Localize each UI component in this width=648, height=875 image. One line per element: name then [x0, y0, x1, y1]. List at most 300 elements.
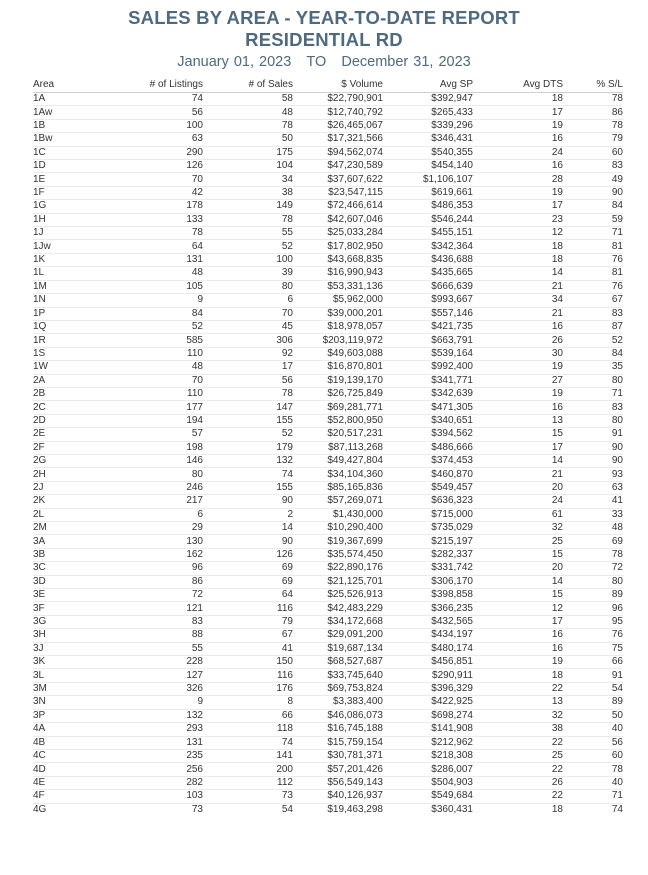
- sales-cell: 17: [203, 361, 293, 374]
- sales-table: [33, 78, 623, 816]
- sl-cell: 78: [563, 119, 623, 132]
- sl-cell: 74: [563, 803, 623, 816]
- sl-cell: 91: [563, 669, 623, 682]
- listings-cell: 72: [78, 589, 203, 602]
- avg-dts-cell: 17: [473, 615, 563, 628]
- sales-cell: 69: [203, 562, 293, 575]
- table-row: [33, 361, 623, 374]
- sales-cell: 66: [203, 709, 293, 722]
- area-cell: 4E: [33, 776, 78, 789]
- volume-cell: $203,119,972: [293, 334, 383, 347]
- area-cell: 1Q: [33, 320, 78, 333]
- sl-cell: 40: [563, 776, 623, 789]
- listings-cell: 64: [78, 240, 203, 253]
- volume-cell: $57,269,071: [293, 495, 383, 508]
- area-cell: 2B: [33, 387, 78, 400]
- listings-cell: 130: [78, 535, 203, 548]
- listings-cell: 57: [78, 428, 203, 441]
- volume-cell: $33,745,640: [293, 669, 383, 682]
- avg-dts-cell: 17: [473, 441, 563, 454]
- sales-cell: 90: [203, 495, 293, 508]
- volume-cell: $30,781,371: [293, 749, 383, 762]
- table-row: [33, 508, 623, 521]
- avg-dts-cell: 19: [473, 387, 563, 400]
- table-row: [33, 240, 623, 253]
- column-header-listings: # of Listings: [149, 79, 203, 90]
- table-row: [33, 763, 623, 776]
- area-cell: 2E: [33, 428, 78, 441]
- area-cell: 4A: [33, 723, 78, 736]
- area-cell: 1J: [33, 227, 78, 240]
- volume-cell: $25,526,913: [293, 589, 383, 602]
- sl-cell: 83: [563, 307, 623, 320]
- listings-cell: 228: [78, 656, 203, 669]
- listings-cell: 121: [78, 602, 203, 615]
- listings-cell: 293: [78, 723, 203, 736]
- area-cell: 1G: [33, 200, 78, 213]
- table-row: [33, 146, 623, 159]
- table-row: [33, 160, 623, 173]
- sales-cell: 176: [203, 682, 293, 695]
- avg-dts-cell: 32: [473, 709, 563, 722]
- area-cell: 1F: [33, 186, 78, 199]
- area-cell: 1H: [33, 213, 78, 226]
- avg-dts-cell: 26: [473, 776, 563, 789]
- volume-cell: $69,281,771: [293, 401, 383, 414]
- avg-sp-cell: $342,364: [383, 240, 473, 253]
- avg-dts-cell: 21: [473, 280, 563, 293]
- volume-cell: $19,463,298: [293, 803, 383, 816]
- sl-cell: 63: [563, 481, 623, 494]
- avg-dts-cell: 19: [473, 656, 563, 669]
- avg-sp-cell: $340,651: [383, 414, 473, 427]
- listings-cell: 84: [78, 307, 203, 320]
- avg-sp-cell: $557,146: [383, 307, 473, 320]
- sl-cell: 80: [563, 414, 623, 427]
- sl-cell: 83: [563, 401, 623, 414]
- volume-cell: $19,687,134: [293, 642, 383, 655]
- listings-cell: 48: [78, 361, 203, 374]
- area-cell: 4F: [33, 790, 78, 803]
- sl-cell: 52: [563, 334, 623, 347]
- table-row: [33, 374, 623, 387]
- volume-cell: $19,367,699: [293, 535, 383, 548]
- area-cell: 3F: [33, 602, 78, 615]
- table-row: [33, 562, 623, 575]
- avg-sp-cell: $341,771: [383, 374, 473, 387]
- table-row: [33, 481, 623, 494]
- table-row: [33, 642, 623, 655]
- volume-cell: $22,890,176: [293, 562, 383, 575]
- area-cell: 1B: [33, 119, 78, 132]
- sl-cell: 78: [563, 93, 623, 106]
- avg-sp-cell: $346,431: [383, 133, 473, 146]
- volume-cell: $69,753,824: [293, 682, 383, 695]
- sales-cell: 67: [203, 629, 293, 642]
- area-cell: 1E: [33, 173, 78, 186]
- sales-cell: 69: [203, 575, 293, 588]
- avg-sp-cell: $455,151: [383, 227, 473, 240]
- table-row: [33, 709, 623, 722]
- listings-cell: 194: [78, 414, 203, 427]
- avg-dts-cell: 61: [473, 508, 563, 521]
- listings-cell: 326: [78, 682, 203, 695]
- area-cell: 1Jw: [33, 240, 78, 253]
- avg-dts-cell: 27: [473, 374, 563, 387]
- area-cell: 1W: [33, 361, 78, 374]
- avg-sp-cell: $422,925: [383, 696, 473, 709]
- report-subtitle: RESIDENTIAL RD: [245, 29, 403, 50]
- sl-cell: 67: [563, 294, 623, 307]
- sl-cell: 60: [563, 146, 623, 159]
- listings-cell: 290: [78, 146, 203, 159]
- table-row: [33, 414, 623, 427]
- sales-cell: 64: [203, 589, 293, 602]
- avg-sp-cell: $421,735: [383, 320, 473, 333]
- sales-cell: 73: [203, 790, 293, 803]
- area-cell: 2J: [33, 481, 78, 494]
- listings-cell: 131: [78, 253, 203, 266]
- listings-cell: 133: [78, 213, 203, 226]
- volume-cell: $18,978,057: [293, 320, 383, 333]
- avg-dts-cell: 15: [473, 428, 563, 441]
- area-cell: 4G: [33, 803, 78, 816]
- avg-dts-cell: 18: [473, 803, 563, 816]
- listings-cell: 110: [78, 347, 203, 360]
- sales-cell: 54: [203, 803, 293, 816]
- avg-sp-cell: $549,684: [383, 790, 473, 803]
- sales-cell: 52: [203, 240, 293, 253]
- volume-cell: $53,331,136: [293, 280, 383, 293]
- listings-cell: 70: [78, 374, 203, 387]
- area-cell: 1C: [33, 146, 78, 159]
- sl-cell: 76: [563, 280, 623, 293]
- volume-cell: $21,125,701: [293, 575, 383, 588]
- volume-cell: $85,165,836: [293, 481, 383, 494]
- table-row: [33, 790, 623, 803]
- sl-cell: 72: [563, 562, 623, 575]
- sl-cell: 40: [563, 723, 623, 736]
- avg-dts-cell: 16: [473, 160, 563, 173]
- sales-cell: 118: [203, 723, 293, 736]
- listings-cell: 585: [78, 334, 203, 347]
- table-row: [33, 320, 623, 333]
- avg-sp-cell: $619,661: [383, 186, 473, 199]
- table-row: [33, 334, 623, 347]
- avg-dts-cell: 22: [473, 790, 563, 803]
- avg-sp-cell: $360,431: [383, 803, 473, 816]
- avg-dts-cell: 32: [473, 522, 563, 535]
- avg-sp-cell: $432,565: [383, 615, 473, 628]
- avg-dts-cell: 14: [473, 267, 563, 280]
- avg-dts-cell: 18: [473, 93, 563, 106]
- sales-cell: 306: [203, 334, 293, 347]
- listings-cell: 177: [78, 401, 203, 414]
- volume-cell: $42,607,046: [293, 213, 383, 226]
- area-cell: 3C: [33, 562, 78, 575]
- area-cell: 3A: [33, 535, 78, 548]
- sl-cell: 79: [563, 133, 623, 146]
- volume-cell: $72,466,614: [293, 200, 383, 213]
- avg-dts-cell: 21: [473, 468, 563, 481]
- table-row: [33, 173, 623, 186]
- volume-cell: $34,172,668: [293, 615, 383, 628]
- avg-sp-cell: $663,791: [383, 334, 473, 347]
- table-row: [33, 776, 623, 789]
- volume-cell: $17,321,566: [293, 133, 383, 146]
- sl-cell: 90: [563, 186, 623, 199]
- avg-sp-cell: $735,029: [383, 522, 473, 535]
- date-from: January 01, 2023: [177, 54, 292, 70]
- sales-cell: 58: [203, 93, 293, 106]
- listings-cell: 132: [78, 709, 203, 722]
- table-row: [33, 253, 623, 266]
- area-cell: 3E: [33, 589, 78, 602]
- sales-cell: 132: [203, 454, 293, 467]
- volume-cell: $10,290,400: [293, 522, 383, 535]
- avg-dts-cell: 22: [473, 736, 563, 749]
- avg-dts-cell: 14: [473, 575, 563, 588]
- avg-sp-cell: $636,323: [383, 495, 473, 508]
- area-cell: 2A: [33, 374, 78, 387]
- avg-sp-cell: $218,308: [383, 749, 473, 762]
- sl-cell: 78: [563, 763, 623, 776]
- area-cell: 3M: [33, 682, 78, 695]
- area-cell: 1Aw: [33, 106, 78, 119]
- avg-dts-cell: 18: [473, 253, 563, 266]
- listings-cell: 42: [78, 186, 203, 199]
- sales-cell: 92: [203, 347, 293, 360]
- table-row: [33, 401, 623, 414]
- table-row: [33, 682, 623, 695]
- area-cell: 1A: [33, 93, 78, 106]
- sales-cell: 78: [203, 119, 293, 132]
- area-cell: 1P: [33, 307, 78, 320]
- sales-cell: 104: [203, 160, 293, 173]
- area-cell: 2G: [33, 454, 78, 467]
- avg-dts-cell: 16: [473, 629, 563, 642]
- avg-sp-cell: $265,433: [383, 106, 473, 119]
- column-header-sl: % S/L: [596, 79, 623, 90]
- sales-cell: 38: [203, 186, 293, 199]
- table-row: [33, 227, 623, 240]
- date-range: [0, 53, 648, 71]
- table-row: [33, 441, 623, 454]
- listings-cell: 83: [78, 615, 203, 628]
- sales-cell: 8: [203, 696, 293, 709]
- avg-sp-cell: $486,666: [383, 441, 473, 454]
- avg-dts-cell: 26: [473, 334, 563, 347]
- area-cell: 3G: [33, 615, 78, 628]
- sales-cell: 2: [203, 508, 293, 521]
- avg-dts-cell: 16: [473, 401, 563, 414]
- listings-cell: 198: [78, 441, 203, 454]
- sales-cell: 48: [203, 106, 293, 119]
- date-to: December 31, 2023: [341, 54, 471, 70]
- area-cell: 4D: [33, 763, 78, 776]
- avg-sp-cell: $286,007: [383, 763, 473, 776]
- avg-sp-cell: $306,170: [383, 575, 473, 588]
- listings-cell: 162: [78, 548, 203, 561]
- table-row: [33, 669, 623, 682]
- listings-cell: 29: [78, 522, 203, 535]
- listings-cell: 103: [78, 790, 203, 803]
- sl-cell: 66: [563, 656, 623, 669]
- table-row: [33, 133, 623, 146]
- listings-cell: 126: [78, 160, 203, 173]
- listings-cell: 235: [78, 749, 203, 762]
- avg-sp-cell: $290,911: [383, 669, 473, 682]
- table-row: [33, 629, 623, 642]
- sl-cell: 89: [563, 696, 623, 709]
- area-cell: 1S: [33, 347, 78, 360]
- volume-cell: $1,430,000: [293, 508, 383, 521]
- area-cell: 1N: [33, 294, 78, 307]
- listings-cell: 9: [78, 294, 203, 307]
- avg-sp-cell: $1,106,107: [383, 173, 473, 186]
- sl-cell: 90: [563, 454, 623, 467]
- volume-cell: $87,113,268: [293, 441, 383, 454]
- table-row: [33, 696, 623, 709]
- table-row: [33, 119, 623, 132]
- area-cell: 3K: [33, 656, 78, 669]
- avg-sp-cell: $715,000: [383, 508, 473, 521]
- table-row: [33, 267, 623, 280]
- avg-sp-cell: $480,174: [383, 642, 473, 655]
- sales-cell: 79: [203, 615, 293, 628]
- area-cell: 3H: [33, 629, 78, 642]
- volume-cell: $40,126,937: [293, 790, 383, 803]
- table-row: [33, 495, 623, 508]
- area-cell: 2H: [33, 468, 78, 481]
- volume-cell: $42,483,229: [293, 602, 383, 615]
- sales-cell: 39: [203, 267, 293, 280]
- avg-sp-cell: $456,851: [383, 656, 473, 669]
- avg-sp-cell: $539,164: [383, 347, 473, 360]
- avg-dts-cell: 19: [473, 186, 563, 199]
- sales-cell: 116: [203, 602, 293, 615]
- volume-cell: $16,990,943: [293, 267, 383, 280]
- avg-dts-cell: 17: [473, 106, 563, 119]
- avg-sp-cell: $698,274: [383, 709, 473, 722]
- avg-sp-cell: $331,742: [383, 562, 473, 575]
- sales-cell: 179: [203, 441, 293, 454]
- volume-cell: $20,517,231: [293, 428, 383, 441]
- volume-cell: $43,668,835: [293, 253, 383, 266]
- column-header-avg-dts: Avg DTS: [523, 79, 563, 90]
- sales-cell: 50: [203, 133, 293, 146]
- avg-dts-cell: 30: [473, 347, 563, 360]
- table-row: [33, 736, 623, 749]
- sl-cell: 76: [563, 253, 623, 266]
- date-to-word: TO: [306, 54, 327, 70]
- volume-cell: $5,962,000: [293, 294, 383, 307]
- table-row: [33, 749, 623, 762]
- table-row: [33, 723, 623, 736]
- avg-sp-cell: $366,235: [383, 602, 473, 615]
- avg-dts-cell: 19: [473, 361, 563, 374]
- avg-sp-cell: $374,453: [383, 454, 473, 467]
- avg-sp-cell: $549,457: [383, 481, 473, 494]
- listings-cell: 246: [78, 481, 203, 494]
- column-header-area: Area: [33, 79, 55, 90]
- area-cell: 2L: [33, 508, 78, 521]
- sl-cell: 49: [563, 173, 623, 186]
- sl-cell: 48: [563, 522, 623, 535]
- table-row: [33, 454, 623, 467]
- sl-cell: 84: [563, 347, 623, 360]
- listings-cell: 146: [78, 454, 203, 467]
- sales-cell: 200: [203, 763, 293, 776]
- sl-cell: 86: [563, 106, 623, 119]
- sl-cell: 33: [563, 508, 623, 521]
- avg-sp-cell: $993,667: [383, 294, 473, 307]
- sl-cell: 90: [563, 441, 623, 454]
- sales-cell: 80: [203, 280, 293, 293]
- avg-sp-cell: $546,244: [383, 213, 473, 226]
- volume-cell: $57,201,426: [293, 763, 383, 776]
- avg-dts-cell: 12: [473, 602, 563, 615]
- table-row: [33, 213, 623, 226]
- volume-cell: $23,547,115: [293, 186, 383, 199]
- avg-dts-cell: 18: [473, 669, 563, 682]
- avg-dts-cell: 13: [473, 696, 563, 709]
- listings-cell: 73: [78, 803, 203, 816]
- listings-cell: 48: [78, 267, 203, 280]
- table-row: [33, 428, 623, 441]
- avg-dts-cell: 23: [473, 213, 563, 226]
- avg-dts-cell: 16: [473, 133, 563, 146]
- avg-dts-cell: 17: [473, 200, 563, 213]
- avg-dts-cell: 34: [473, 294, 563, 307]
- table-row: [33, 589, 623, 602]
- avg-dts-cell: 19: [473, 119, 563, 132]
- volume-cell: $3,383,400: [293, 696, 383, 709]
- table-row: [33, 575, 623, 588]
- sl-cell: 81: [563, 267, 623, 280]
- area-cell: 1M: [33, 280, 78, 293]
- listings-cell: 78: [78, 227, 203, 240]
- area-cell: 2C: [33, 401, 78, 414]
- sales-cell: 74: [203, 736, 293, 749]
- listings-cell: 6: [78, 508, 203, 521]
- volume-cell: $22,790,901: [293, 93, 383, 106]
- avg-sp-cell: $504,903: [383, 776, 473, 789]
- avg-sp-cell: $486,353: [383, 200, 473, 213]
- avg-dts-cell: 25: [473, 749, 563, 762]
- volume-cell: $17,802,950: [293, 240, 383, 253]
- sl-cell: 80: [563, 575, 623, 588]
- avg-dts-cell: 16: [473, 642, 563, 655]
- volume-cell: $25,033,284: [293, 227, 383, 240]
- sales-cell: 34: [203, 173, 293, 186]
- area-cell: 1K: [33, 253, 78, 266]
- area-cell: 2F: [33, 441, 78, 454]
- avg-dts-cell: 24: [473, 495, 563, 508]
- sl-cell: 89: [563, 589, 623, 602]
- avg-dts-cell: 24: [473, 146, 563, 159]
- avg-sp-cell: $992,400: [383, 361, 473, 374]
- volume-cell: $12,740,792: [293, 106, 383, 119]
- listings-cell: 178: [78, 200, 203, 213]
- sl-cell: 87: [563, 320, 623, 333]
- sl-cell: 41: [563, 495, 623, 508]
- listings-cell: 80: [78, 468, 203, 481]
- sl-cell: 60: [563, 749, 623, 762]
- volume-cell: $49,427,804: [293, 454, 383, 467]
- listings-cell: 74: [78, 93, 203, 106]
- listings-cell: 52: [78, 320, 203, 333]
